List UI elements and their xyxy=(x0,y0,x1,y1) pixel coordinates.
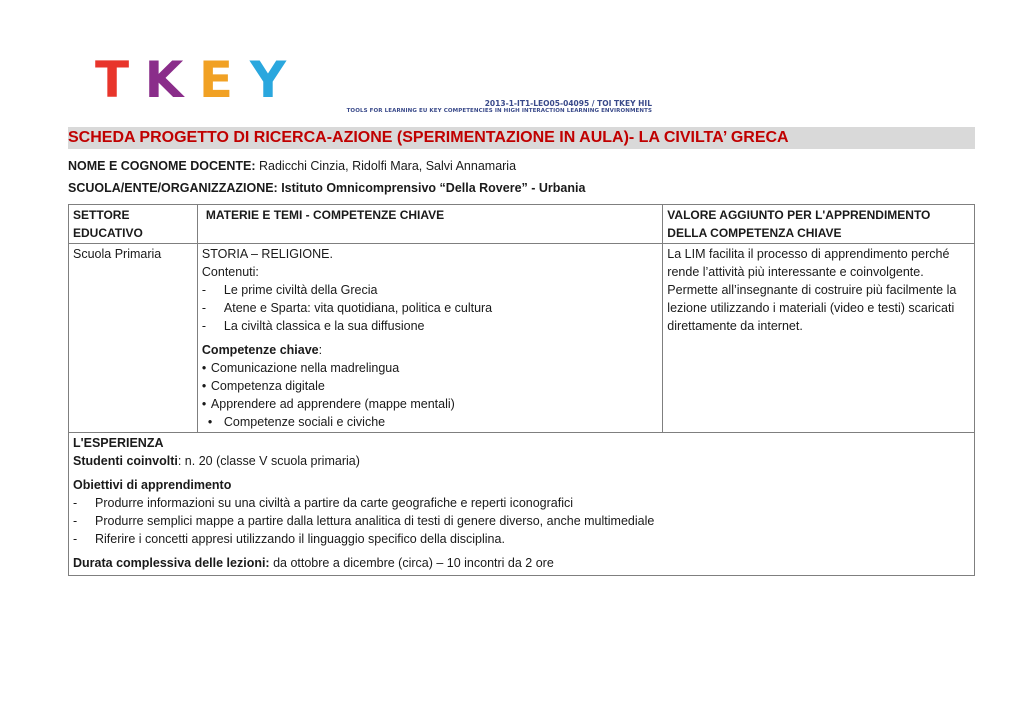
table-content-row xyxy=(69,244,975,433)
document-title: SCHEDA PROGETTO DI RICERCA-AZIONE (SPERIMENTAZIONE IN AULA)- LA CIVILTA’ GRECA xyxy=(68,129,789,146)
added-value-cell: La LIM facilita il processo di apprendimento perché rende l’attività più interessante e coinvolgente. Permette all’insegnante di costruire più facilmente la lezione utilizzando i materiali (video e testi) scaricati direttamente da internet. xyxy=(663,244,975,433)
experience-row xyxy=(69,433,975,576)
header-sector: SETTORE EDUCATIVO xyxy=(69,205,198,244)
school-value: Istituto Omnicomprensivo “Della Rovere” - Urbania xyxy=(277,181,586,195)
contents-label: Contenuti: xyxy=(201,265,259,279)
project-code: 2013-1-IT1-LEO05-04095 / TOI TKEY HIL xyxy=(484,99,652,108)
competences-colon: : xyxy=(318,343,323,357)
list-item: - Atene e Sparta: vita quotidiana, politica e cultura xyxy=(202,299,658,317)
subjects-text: STORIA – RELIGIONE. xyxy=(201,247,333,261)
project-subtitle: TOOLS FOR LEARNING EU KEY COMPETENCIES IN HIGH INTERACTION LEARNING ENVIRONMENTS xyxy=(346,108,652,114)
students-line xyxy=(73,452,970,470)
duration-value: da ottobre a dicembre (circa) – 10 incontri da 2 ore xyxy=(269,556,554,570)
logo-letter-y: Y xyxy=(249,51,287,109)
teacher-value: Radicchi Cinzia, Ridolfi Mara, Salvi Annamaria xyxy=(255,159,517,173)
competences-list xyxy=(202,359,658,431)
experience-cell xyxy=(69,433,975,576)
list-item: • Apprendere ad apprendere (mappe mentali) xyxy=(202,395,658,413)
list-item: - La civiltà classica e la sua diffusione xyxy=(202,317,658,335)
header-added-value: VALORE AGGIUNTO PER L'APPRENDIMENTO DELLA COMPETENZA CHIAVE xyxy=(663,205,975,244)
duration-line xyxy=(73,554,970,574)
header-subjects: MATERIE E TEMI - COMPETENZE CHIAVE xyxy=(197,205,662,244)
list-item: - Le prime civiltà della Grecia xyxy=(202,281,658,299)
experience-heading: L'ESPERIENZA xyxy=(73,436,164,450)
table-header-row xyxy=(69,205,975,244)
list-item: - Riferire i concetti appresi utilizzando il linguaggio specifico della disciplina. xyxy=(73,530,970,548)
logo-letter-t: T xyxy=(94,51,130,109)
school-label: SCUOLA/ENTE/ORGANIZZAZIONE: xyxy=(68,181,278,195)
project-tagline xyxy=(300,99,652,115)
project-table xyxy=(68,204,975,576)
teacher-line xyxy=(68,158,516,174)
list-item: - Produrre semplici mappe a partire dalla lettura analitica di testi di genere diverso, anche multimediale xyxy=(73,512,970,530)
sector-cell: Scuola Primaria xyxy=(69,244,198,433)
list-item: • Competenze sociali e civiche xyxy=(202,413,658,431)
document-title-bar xyxy=(68,127,975,149)
logo-letter-k: K xyxy=(144,51,184,109)
logo-letter-e: E xyxy=(198,51,234,109)
list-item: - Produrre informazioni su una civiltà a partire da carte geografiche e reperti iconografici xyxy=(73,494,970,512)
teacher-label: NOME E COGNOME DOCENTE: xyxy=(68,159,256,173)
school-line xyxy=(68,180,585,196)
contents-list xyxy=(202,281,658,335)
objectives-label: Obiettivi di apprendimento xyxy=(73,478,232,492)
tkey-logo xyxy=(86,51,294,109)
subjects-cell xyxy=(197,244,662,433)
competences-label: Competenze chiave xyxy=(201,343,319,357)
objectives-list xyxy=(73,494,970,548)
competences-heading xyxy=(202,341,658,359)
list-item: • Competenza digitale xyxy=(202,377,658,395)
students-value: : n. 20 (classe V scuola primaria) xyxy=(177,454,360,468)
students-label: Studenti coinvolti xyxy=(73,454,178,468)
list-item: • Comunicazione nella madrelingua xyxy=(202,359,658,377)
duration-label: Durata complessiva delle lezioni: xyxy=(73,556,270,570)
